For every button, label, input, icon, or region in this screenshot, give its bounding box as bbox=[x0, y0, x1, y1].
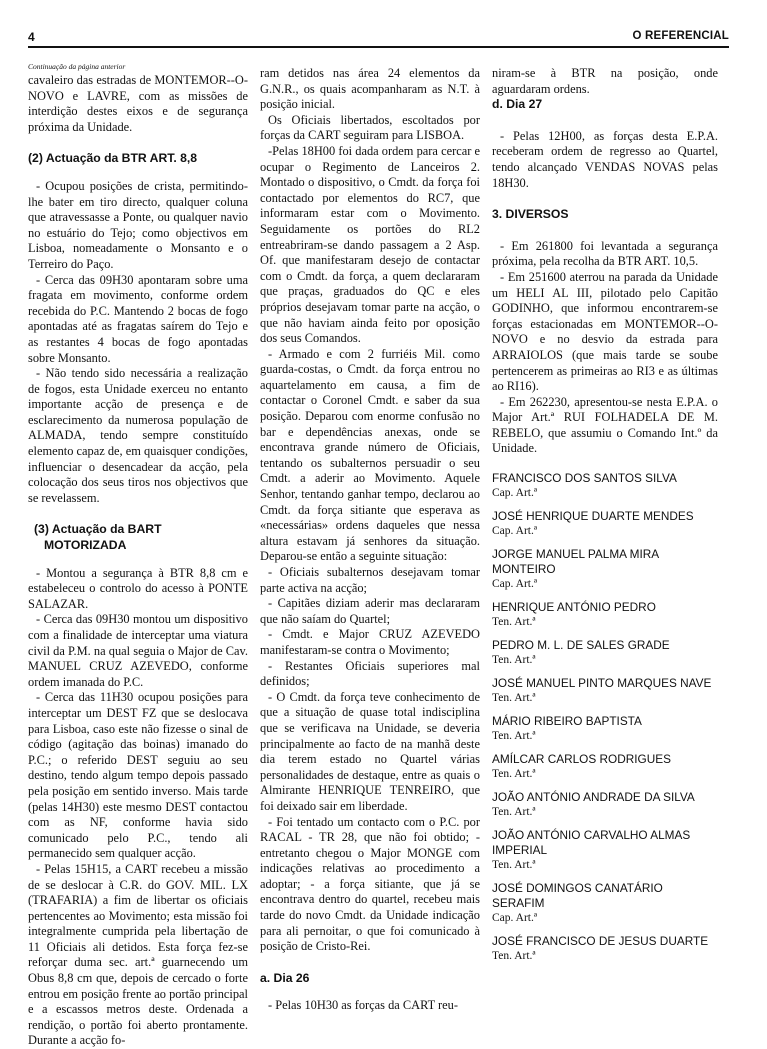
column-1 bbox=[28, 62, 248, 1049]
signatory-rank: Cap. Art.ª bbox=[492, 578, 538, 591]
signatory bbox=[492, 509, 718, 538]
paragraph: - Restantes Oficiais superiores mal definidos; bbox=[260, 658, 480, 689]
signatory-name: JORGE MANUEL PALMA MIRA MONTEIRO bbox=[492, 547, 659, 577]
paragraph: - Em 251600 aterrou na parada da Unidade um HELI AL III, pilotado pelo Capitão GODINHO, que informou encontrarem-se forças estacionadas em MONTEMOR--O-NOVO e no desvio da estrada para ARRAIOLOS (que mais tarde se soube pertencerem as primeiras ao RI3 e as últimas ao RI16). bbox=[492, 269, 718, 394]
signatory bbox=[492, 752, 718, 781]
continuation-note: Continuação da página anterior bbox=[28, 62, 126, 71]
paragraph: - Em 261800 foi levantada a segurança próxima, pela recolha da BTR ART. 10,5. bbox=[492, 238, 718, 269]
signatory-rank: Cap. Art.ª bbox=[492, 912, 538, 925]
paragraph: - Cerca das 11H30 ocupou posições para interceptar um DEST FZ que se deslocava para Lisboa, caso este não fizesse o sinal de código (agitação das boinas) imanado do P.C.; o referido DEST seguiu ao seu destino, tendo algum tempo depois passado pela posição em sentido inverso. Mais tarde (pelas 14H30) este mesmo DEST contactou com as NF, conforme havia sido comunicado pelo P.C., tendo ali permanecido sem qualquer acção. bbox=[28, 690, 248, 861]
signatory-rank: Ten. Art.ª bbox=[492, 654, 536, 667]
paragraph: - O Cmdt. da força teve conhecimento de que a situação de quase total indisciplina que se verificava na Unidade, se deveria principalmente ao facto de na manhã deste dia terem estado no Quartel várias personalidades de destaque, entre as quais o Almirante HENRIQUE TENREIRO, que foi deixado sair em liberdade. bbox=[260, 689, 480, 813]
paragraph: -Pelas 18H00 foi dada ordem para cercar e ocupar o Regimento de Lanceiros 2. Montado o dispositivo, o Cmdt. da força foi contactado por elementos do RC7, que informaram estar com o Movimento. Seguidamente os portões do RL2 entreabriram-se dando passagem a 2 Asp. Of. que manifestaram desejo de contactar com o Cmdt. da força, a quem declararam que praças, graduados do QC e eles próprios desejavam tomar parte na acção, o que não haviam ainda feito por oposição dos seus Comandos. bbox=[260, 143, 480, 346]
signatory bbox=[492, 714, 718, 743]
signatory-rank: Ten. Art.ª bbox=[492, 950, 536, 963]
signatory-rank: Cap. Art.ª bbox=[492, 525, 538, 538]
signatory bbox=[492, 828, 718, 872]
signatory-rank: Ten. Art.ª bbox=[492, 730, 536, 743]
signatory-rank: Ten. Art.ª bbox=[492, 768, 536, 781]
day-heading: d. Dia 27 bbox=[492, 97, 543, 112]
signatory-rank: Cap. Art.ª bbox=[492, 487, 538, 500]
section-heading: MOTORIZADA bbox=[44, 538, 127, 553]
signatory-rank: Ten. Art.ª bbox=[492, 692, 536, 705]
signatory bbox=[492, 471, 718, 500]
paragraph: - Cerca das 09H30 montou um dispositivo com a finalidade de interceptar uma viatura civil da P.M. na qual seguia o Major de Cav. MANUEL CRUZ AZEVEDO, conforme ordem imanada do P.C. bbox=[28, 612, 248, 689]
signatory bbox=[492, 547, 718, 591]
paragraph: - Foi tentado um contacto com o P.C. por RACAL - TR 28, que não foi obtido; - entretanto chegou o Major MONGE com indicações relativas ao procedimento a adoptar; - a força sitiante, que já se encontrava dentro do quartel, recebeu mais tarde do novo Cmdt. da Unidade indicação para ali pernoitar, o que foi comunicado à posição de Cristo-Rei. bbox=[260, 814, 480, 954]
paragraph: - Capitães diziam aderir mas declararam que não saíam do Quartel; bbox=[260, 596, 480, 626]
paragraph: - Armado e com 2 furriéis Mil. como guarda-costas, o Cmdt. da força entrou no aquartelamento em causa, a fim de contactar o Coronel Cmdt. e saber da sua posição. Deparou com enorme confusão no bar e dependências anexas, onde se encontrava grande número de Oficiais, tentando os subalternos persuadir o seu Cmdt. a aderir ao Movimento. Aquele Senhor, tentando ganhar tempo, declarou ao Cmdt. da força sitiante que esperava as «necessárias» ordens daqueles que nessa altura estavam já senhores da situação. Deparou-se então a seguinte situação: bbox=[260, 346, 480, 564]
signatory-name: JOÃO ANTÓNIO ANDRADE DA SILVA bbox=[492, 790, 695, 805]
signatory-name: FRANCISCO DOS SANTOS SILVA bbox=[492, 471, 677, 486]
signatory-name: JOSÉ HENRIQUE DUARTE MENDES bbox=[492, 509, 694, 524]
signatory bbox=[492, 881, 718, 925]
paragraph: - Cmdt. e Major CRUZ AZEVEDO manifestaram-se contra o Movimento; bbox=[260, 627, 480, 657]
page-number: 4 bbox=[28, 30, 35, 44]
signatory-name: JOSÉ FRANCISCO DE JESUS DUARTE bbox=[492, 934, 709, 949]
signatory-rank: Ten. Art.ª bbox=[492, 806, 536, 819]
paragraph: Os Oficiais libertados, escoltados por forças da CART seguiram para LISBOA. bbox=[260, 112, 480, 143]
day-heading: a. Dia 26 bbox=[260, 970, 310, 985]
signatory bbox=[492, 790, 718, 819]
signatory bbox=[492, 934, 718, 963]
signatory-name: JOSÉ MANUEL PINTO MARQUES NAVE bbox=[492, 676, 712, 691]
signatory bbox=[492, 638, 718, 667]
paragraph: - Pelas 12H00, as forças desta E.P.A. receberam ordem de regresso ao Quartel, tendo alcançado VENDAS NOVAS pelas 18H30. bbox=[492, 128, 718, 190]
paragraph: - Ocupou posições de crista, permitindo-lhe bater em tiro directo, qualquer coluna que atravessasse a Ponte, ou qualquer navio no estuário do Tejo; como objectivos em Lisboa, nomeadamente o Monsanto e o Terreiro do Paço. bbox=[28, 178, 248, 271]
section-heading: (3) Actuação da BART bbox=[34, 522, 162, 537]
paragraph: - Pelas 10H30 as forças da CART reu- bbox=[268, 998, 459, 1013]
column-3 bbox=[492, 66, 718, 963]
signatory-rank: Ten. Art.ª bbox=[492, 859, 536, 872]
paragraph: - Cerca das 09H30 apontaram sobre uma fragata em movimento, conforme ordem recebida do P.C. Mantendo 2 bocas de fogo apontadas até as fragatas saírem do Tejo e as restantes 4 bocas de fogo apontadas sobre Monsanto. bbox=[28, 272, 248, 365]
paragraph: - Montou a segurança à BTR 8,8 cm e estabeleceu o controlo do acesso à PONTE SALAZAR. bbox=[28, 565, 248, 611]
signatory-rank: Ten. Art.ª bbox=[492, 616, 536, 629]
paragraph: ram detidos nas área 24 elementos da G.N.R., os quais acompanharam as N.T. à posição inicial. bbox=[260, 66, 480, 112]
column-2 bbox=[260, 66, 480, 1014]
signatory-name: HENRIQUE ANTÓNIO PEDRO bbox=[492, 600, 656, 615]
paragraph: - Oficiais subalternos desejavam tomar parte activa na acção; bbox=[260, 565, 480, 595]
signatory-name: MÁRIO RIBEIRO BAPTISTA bbox=[492, 714, 642, 729]
paragraph: niram-se à BTR na posição, onde aguardaram ordens. bbox=[492, 66, 718, 96]
paragraph: - Em 262230, apresentou-se nesta E.P.A. o Major Art.ª RUI FOLHADELA DE M. REBELO, que assumiu o Comando Int.º da Unidade. bbox=[492, 394, 718, 456]
signatory bbox=[492, 600, 718, 629]
paragraph: cavaleiro das estradas de MONTEMOR--O-NOVO e LAVRE, com as missões de interdição destes eixos e de segurança próxima da Unidade. bbox=[28, 73, 248, 134]
paragraph: - Pelas 15H15, a CART recebeu a missão de se deslocar à C.R. do GOV. MIL. LX (TRAFARIA) a fim de libertar os oficiais pertencentes ao Movimento; esta missão foi integralmente cumprida pela libertação de 11 Oficiais ali detidos. Esta força fez-se reforçar duma sec. art.ª guarnecendo um Obus 8,8 cm que, depois de cercado o forte entrou em posição frente ao portão principal e a escassos metros deste. Ordenada a rendição, o portão foi aberto prontamente. Durante a acção fo- bbox=[28, 861, 248, 1048]
section-heading: 3. DIVERSOS bbox=[492, 207, 569, 222]
signatory-name: JOÃO ANTÓNIO CARVALHO ALMAS IMPERIAL bbox=[492, 828, 691, 858]
signatory-name: AMÍLCAR CARLOS RODRIGUES bbox=[492, 752, 671, 767]
paragraph: - Não tendo sido necessária a realização de fogos, esta Unidade exerceu no entanto importante acção de presença e de esclarecimento da numerosa população de ALMADA, tendo sempre constituído elemento capaz de, em quaisquer condições, influenciar o desencadear da acção, pela colocação dos seus tiros nos objectivos que se revelassem. bbox=[28, 366, 248, 505]
page-header bbox=[28, 30, 729, 48]
publication-name: O REFERENCIAL bbox=[632, 30, 729, 42]
signatory bbox=[492, 676, 718, 705]
signatory-name: PEDRO M. L. DE SALES GRADE bbox=[492, 638, 670, 653]
signatory-name: JOSÉ DOMINGOS CANATÁRIO SERAFIM bbox=[492, 881, 663, 911]
section-heading: (2) Actuação da BTR ART. 8,8 bbox=[28, 151, 198, 166]
